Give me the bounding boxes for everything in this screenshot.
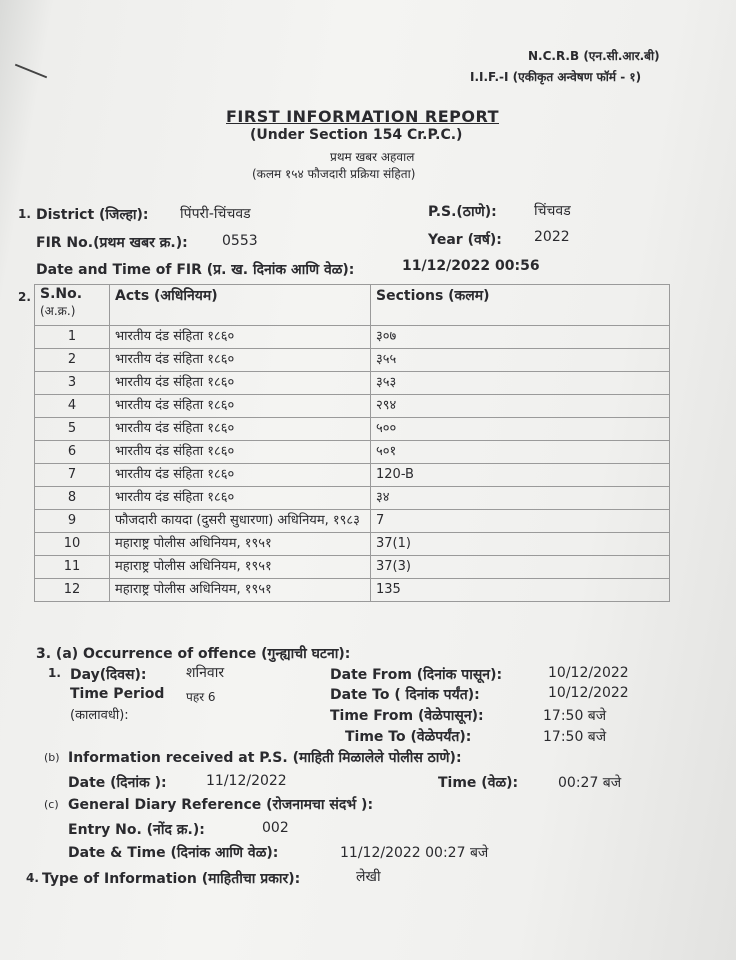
- table-row: [35, 326, 670, 349]
- info-type-label: Type of Information (माहितीचा प्रकार):: [42, 871, 301, 887]
- row-act: भारतीय दंड संहिता १८६०: [110, 349, 371, 372]
- row-sno: 8: [35, 487, 110, 510]
- entry-no-label: Entry No. (नोंद क्र.):: [68, 822, 205, 838]
- row-act: भारतीय दंड संहिता १८६०: [110, 464, 371, 487]
- row-sno: 12: [35, 579, 110, 602]
- row-section: 37(3): [371, 556, 670, 579]
- info-received-label: Information received at P.S. (माहिती मिळालेले पोलीस ठाणे):: [68, 750, 462, 766]
- time-to-label: Time To (वेळेपर्यंत):: [345, 729, 472, 745]
- table-row: [35, 556, 670, 579]
- time-period-marathi: (कालावधी):: [70, 708, 129, 723]
- occurrence-label: [36, 644, 350, 663]
- day-number: 1.: [48, 666, 61, 680]
- title-marathi-section: (कलम १५४ फौजदारी प्रक्रिया संहिता): [252, 167, 416, 181]
- row-act: महाराष्ट्र पोलीस अधिनियम, १९५१: [110, 579, 371, 602]
- time-period-value: पहर 6: [186, 690, 216, 704]
- table-row: [35, 533, 670, 556]
- diary-prefix: (c): [44, 798, 59, 811]
- title-marathi: प्रथम खबर अहवाल: [330, 150, 415, 164]
- day-label: Day(दिवस):: [70, 667, 147, 683]
- row-act: भारतीय दंड संहिता १८६०: [110, 487, 371, 510]
- row-sno: 11: [35, 556, 110, 579]
- date-to-value: 10/12/2022: [548, 685, 629, 701]
- fir-no-label: FIR No.(प्रथम खबर क्र.):: [36, 235, 188, 251]
- district-value: पिंपरी-चिंचवड: [180, 206, 251, 222]
- row-section: ३५३: [371, 372, 670, 395]
- row-sno: 7: [35, 464, 110, 487]
- row-act: महाराष्ट्र पोलीस अधिनियम, १९५१: [110, 556, 371, 579]
- date-from-value: 10/12/2022: [548, 665, 629, 681]
- ps-label: P.S.(ठाणे):: [428, 204, 497, 220]
- info-type-value: लेखी: [356, 869, 381, 885]
- table-row: [35, 349, 670, 372]
- district-label: District (जिल्हा):: [36, 207, 149, 223]
- section2-number: 2.: [18, 290, 31, 304]
- row-section: ३५५: [371, 349, 670, 372]
- section1-number: 1.: [18, 207, 31, 221]
- diary-reference-label: General Diary Reference (रोजनामचा संदर्भ ):: [68, 797, 374, 813]
- row-act: फौजदारी कायदा (दुसरी सुधारणा) अधिनियम, १९८३: [110, 510, 371, 533]
- acts-header: Acts (अधिनियम): [110, 285, 371, 326]
- row-sno: 4: [35, 395, 110, 418]
- table-row: [35, 487, 670, 510]
- fir-no-value: 0553: [222, 233, 258, 249]
- table-row: [35, 464, 670, 487]
- row-sno: 5: [35, 418, 110, 441]
- time-from-label: Time From (वेळेपासून):: [330, 708, 484, 724]
- table-header-row: [35, 285, 670, 326]
- row-sno: 10: [35, 533, 110, 556]
- section4-number: 4.: [26, 871, 39, 885]
- year-label: Year (वर्ष):: [428, 232, 502, 248]
- row-section: 120-B: [371, 464, 670, 487]
- info-received-prefix: (b): [44, 751, 60, 764]
- row-act: भारतीय दंड संहिता १८६०: [110, 441, 371, 464]
- row-act: भारतीय दंड संहिता १८६०: [110, 418, 371, 441]
- row-sno: 6: [35, 441, 110, 464]
- time-from-value: 17:50 बजे: [543, 708, 607, 724]
- fir-datetime-label: Date and Time of FIR (प्र. ख. दिनांक आणि वेळ):: [36, 262, 355, 278]
- diary-datetime-value: 11/12/2022 00:27 बजे: [340, 845, 489, 861]
- sno-header: S.No.: [40, 286, 83, 302]
- day-value: शनिवार: [186, 665, 225, 681]
- year-value: 2022: [534, 229, 570, 245]
- row-act: भारतीय दंड संहिता १८६०: [110, 372, 371, 395]
- date-to-label: Date To ( दिनांक पर्यंत):: [330, 687, 480, 703]
- title-section: (Under Section 154 Cr.P.C.): [250, 127, 463, 143]
- row-section: ३०७: [371, 326, 670, 349]
- fir-datetime-value: 11/12/2022 00:56: [402, 258, 540, 274]
- row-act: महाराष्ट्र पोलीस अधिनियम, १९५१: [110, 533, 371, 556]
- received-time-label: Time (वेळ):: [438, 775, 519, 791]
- row-act: भारतीय दंड संहिता १८६०: [110, 326, 371, 349]
- date-from-label: Date From (दिनांक पासून):: [330, 667, 503, 683]
- pen-stroke-mark: [15, 64, 47, 79]
- row-sno: 9: [35, 510, 110, 533]
- row-section: 7: [371, 510, 670, 533]
- table-row: [35, 441, 670, 464]
- row-section: 37(1): [371, 533, 670, 556]
- table-row: [35, 510, 670, 533]
- received-time-value: 00:27 बजे: [558, 775, 622, 791]
- row-sno: 3: [35, 372, 110, 395]
- row-section: ५०१: [371, 441, 670, 464]
- table-row: [35, 372, 670, 395]
- acts-sections-table: [34, 284, 670, 602]
- table-row: [35, 418, 670, 441]
- table-header-sno: [35, 285, 110, 326]
- row-sno: 2: [35, 349, 110, 372]
- row-section: २९४: [371, 395, 670, 418]
- occurrence-text: 3. (a) Occurrence of offence (गुन्ह्याची घटना):: [36, 646, 351, 662]
- iif-label: I.I.F.-I (एकीकृत अन्वेषण फॉर्म - १): [470, 70, 642, 84]
- table-row: [35, 395, 670, 418]
- page-title: FIRST INFORMATION REPORT: [226, 107, 499, 126]
- received-date-label: Date (दिनांक ):: [68, 775, 167, 791]
- row-sno: 1: [35, 326, 110, 349]
- entry-no-value: 002: [262, 820, 289, 836]
- sno-header-mr: (अ.क्र.): [40, 304, 76, 318]
- time-period-label: Time Period: [70, 686, 165, 702]
- ps-value: चिंचवड: [534, 203, 571, 219]
- ncrb-label: N.C.R.B (एन.सी.आर.बी): [528, 49, 660, 63]
- row-section: ५००: [371, 418, 670, 441]
- time-to-value: 17:50 बजे: [543, 729, 607, 745]
- sections-header: Sections (कलम): [371, 285, 670, 326]
- row-section: ३४: [371, 487, 670, 510]
- row-act: भारतीय दंड संहिता १८६०: [110, 395, 371, 418]
- diary-datetime-label: Date & Time (दिनांक आणि वेळ):: [68, 845, 279, 861]
- table-row: [35, 579, 670, 602]
- row-section: 135: [371, 579, 670, 602]
- received-date-value: 11/12/2022: [206, 773, 287, 789]
